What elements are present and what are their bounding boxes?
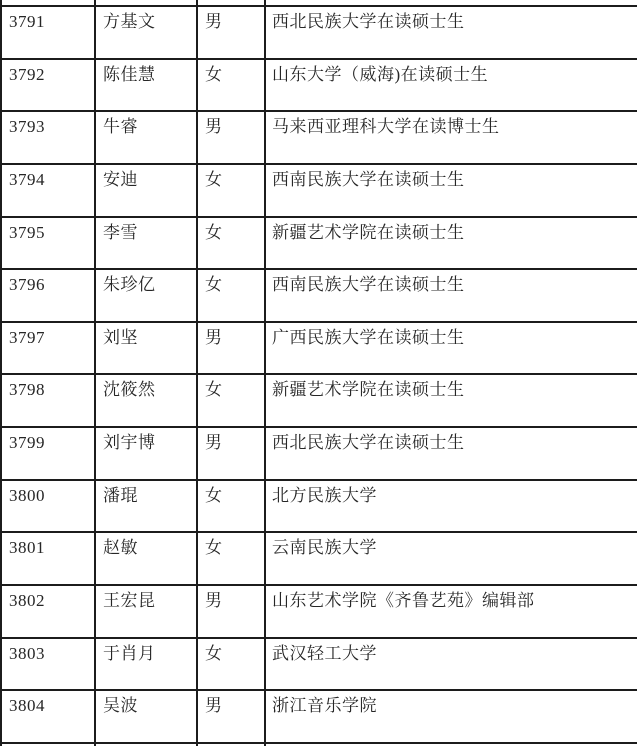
cell-affiliation: 云南民族大学 xyxy=(264,533,637,584)
cell-affiliation: 广西民族大学在读硕士生 xyxy=(264,323,637,374)
cell-affiliation: 武汉轻工大学 xyxy=(264,639,637,690)
cell-affiliation: 新疆艺术学院在读硕士生 xyxy=(264,375,637,426)
cell-id: 3796 xyxy=(0,270,94,321)
cell-id: 3795 xyxy=(0,218,94,269)
cell-gender: 女 xyxy=(196,375,264,426)
table-row xyxy=(0,691,637,744)
cell-name: 李雪 xyxy=(94,218,196,269)
cell-name: 陈佳慧 xyxy=(94,60,196,111)
cell-name: 吴波 xyxy=(94,691,196,742)
table-row xyxy=(0,428,637,481)
cell-name: 刘坚 xyxy=(94,323,196,374)
cell-gender: 女 xyxy=(196,218,264,269)
cell-affiliation: 山东大学（威海)在读硕士生 xyxy=(264,60,637,111)
cell-gender: 男 xyxy=(196,112,264,163)
cell-gender: 女 xyxy=(196,60,264,111)
cell-gender: 男 xyxy=(196,7,264,58)
cell-id: 3802 xyxy=(0,586,94,637)
table-row xyxy=(0,60,637,113)
cell-gender: 男 xyxy=(196,691,264,742)
cell-name: 王宏昆 xyxy=(94,586,196,637)
cell-gender: 女 xyxy=(196,481,264,532)
cell-gender: 男 xyxy=(196,586,264,637)
cell-id: 3801 xyxy=(0,533,94,584)
cell-affiliation: 山东艺术学院《齐鲁艺苑》编辑部 xyxy=(264,586,637,637)
cell-name: 朱珍亿 xyxy=(94,270,196,321)
table-row xyxy=(0,481,637,534)
cell-name: 刘宇博 xyxy=(94,428,196,479)
cell-name: 于肖月 xyxy=(94,639,196,690)
cell-gender: 女 xyxy=(196,165,264,216)
cell-gender: 女 xyxy=(196,533,264,584)
cell-gender: 男 xyxy=(196,323,264,374)
table-row xyxy=(0,375,637,428)
cell-name: 赵敏 xyxy=(94,533,196,584)
table-row xyxy=(0,639,637,692)
roster-table xyxy=(0,5,637,744)
table-row xyxy=(0,218,637,271)
cell-affiliation: 西南民族大学在读硕士生 xyxy=(264,270,637,321)
table-row xyxy=(0,7,637,60)
cell-affiliation: 浙江音乐学院 xyxy=(264,691,637,742)
table-row xyxy=(0,323,637,376)
cell-id: 3800 xyxy=(0,481,94,532)
cell-id: 3804 xyxy=(0,691,94,742)
cell-name: 沈筱然 xyxy=(94,375,196,426)
cell-id: 3803 xyxy=(0,639,94,690)
cell-affiliation: 马来西亚理科大学在读博士生 xyxy=(264,112,637,163)
cell-name: 安迪 xyxy=(94,165,196,216)
cell-id: 3799 xyxy=(0,428,94,479)
cell-name: 潘琨 xyxy=(94,481,196,532)
cell-id: 3792 xyxy=(0,60,94,111)
cell-gender: 女 xyxy=(196,639,264,690)
cell-id: 3797 xyxy=(0,323,94,374)
table-row xyxy=(0,586,637,639)
cell-gender: 女 xyxy=(196,270,264,321)
cell-name: 牛睿 xyxy=(94,112,196,163)
cell-affiliation: 西南民族大学在读硕士生 xyxy=(264,165,637,216)
cell-id: 3791 xyxy=(0,7,94,58)
cell-affiliation: 北方民族大学 xyxy=(264,481,637,532)
cell-id: 3793 xyxy=(0,112,94,163)
table-row xyxy=(0,112,637,165)
cell-gender: 男 xyxy=(196,428,264,479)
cell-id: 3798 xyxy=(0,375,94,426)
cell-name: 方基文 xyxy=(94,7,196,58)
cell-affiliation: 西北民族大学在读硕士生 xyxy=(264,7,637,58)
cell-affiliation: 新疆艺术学院在读硕士生 xyxy=(264,218,637,269)
table-row xyxy=(0,533,637,586)
table-row xyxy=(0,165,637,218)
table-row xyxy=(0,270,637,323)
cell-id: 3794 xyxy=(0,165,94,216)
cell-affiliation: 西北民族大学在读硕士生 xyxy=(264,428,637,479)
